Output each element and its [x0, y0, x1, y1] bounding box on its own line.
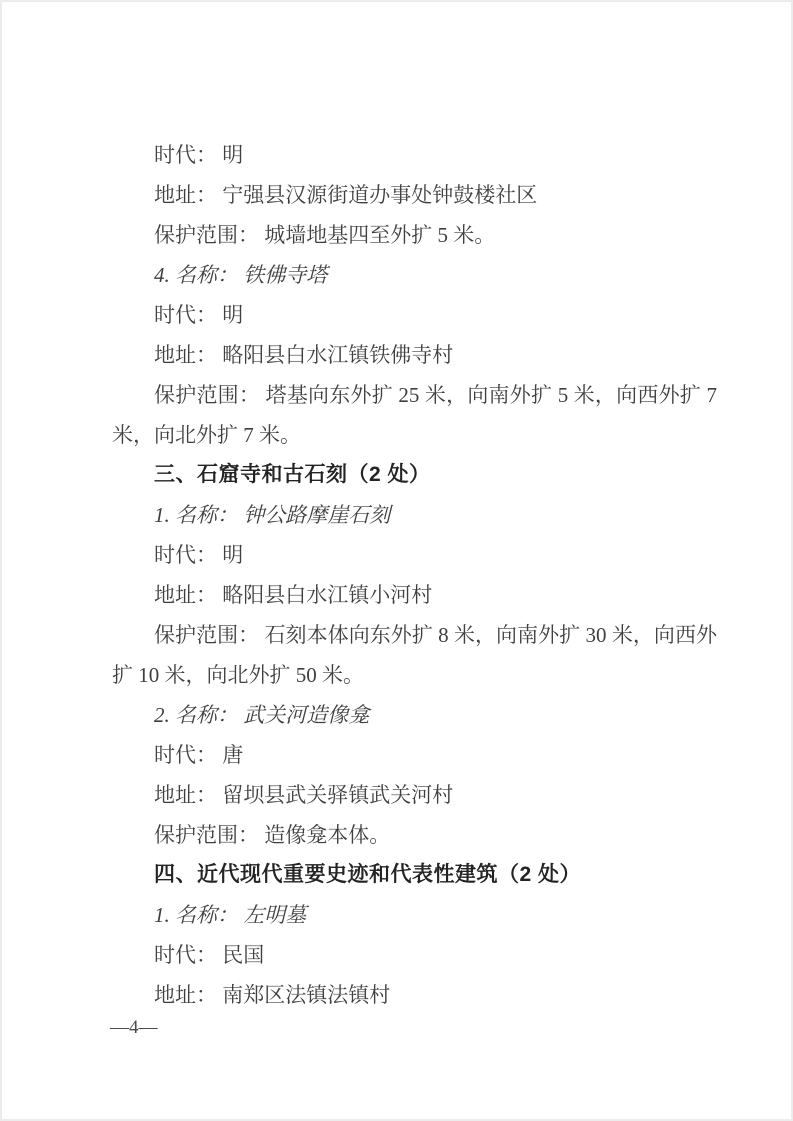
era-line: 时代： 明 — [154, 543, 244, 567]
site-name-line: 4. 名称： 铁佛寺塔 — [154, 263, 328, 287]
section-heading-3: 三、石窟寺和古石刻（2 处） — [154, 463, 431, 486]
era-line: 时代： 民国 — [154, 943, 265, 967]
address-line: 地址： 略阳县白水江镇小河村 — [154, 583, 433, 607]
era-line: 时代： 明 — [154, 303, 244, 327]
era-line: 时代： 唐 — [154, 743, 244, 767]
era-line: 时代： 明 — [154, 143, 244, 167]
protection-line: 保护范围： 造像龛本体。 — [154, 823, 391, 847]
protection-line: 保护范围： 塔基向东外扩 25 米，向南外扩 5 米，向西外扩 7 米，向北外扩 7 米。 — [112, 383, 717, 447]
address-line: 地址： 南郑区法镇法镇村 — [154, 983, 391, 1007]
address-line: 地址： 留坝县武关驿镇武关河村 — [154, 783, 454, 807]
document-body — [112, 135, 717, 1015]
section-heading-4: 四、近代现代重要史迹和代表性建筑（2 处） — [154, 863, 582, 886]
address-line: 地址： 宁强县汉源街道办事处钟鼓楼社区 — [154, 183, 538, 207]
address-line: 地址： 略阳县白水江镇铁佛寺村 — [154, 343, 454, 367]
protection-line: 保护范围： 城墙地基四至外扩 5 米。 — [154, 223, 496, 247]
site-name-line: 1. 名称： 左明墓 — [154, 903, 307, 927]
site-name-line: 2. 名称： 武关河造像龛 — [154, 703, 370, 727]
site-name-line: 1. 名称： 钟公路摩崖石刻 — [154, 503, 391, 527]
protection-line: 保护范围： 石刻本体向东外扩 8 米，向南外扩 30 米，向西外扩 10 米，向北外扩 50 米。 — [112, 623, 717, 687]
page-number: —4— — [110, 1017, 158, 1038]
